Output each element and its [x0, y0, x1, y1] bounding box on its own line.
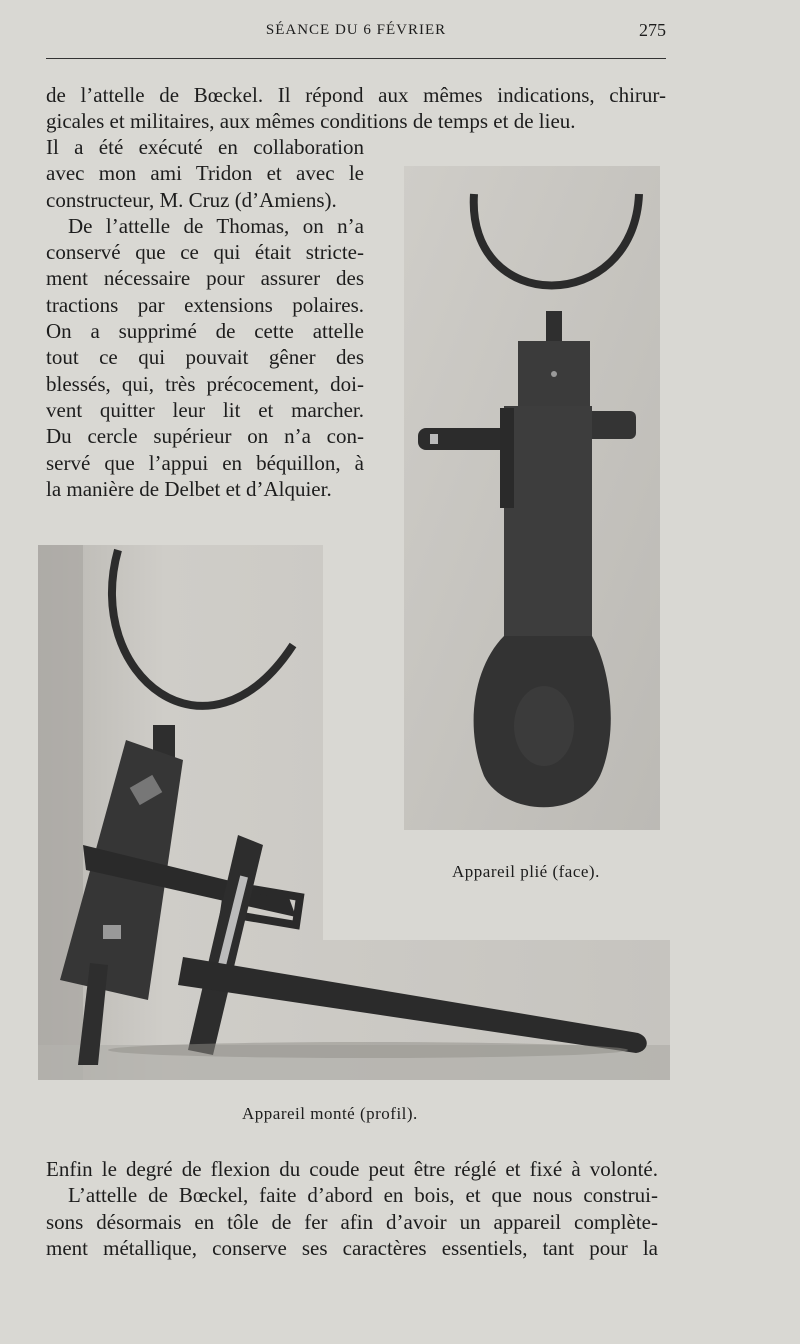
text-line: la manière de Delbet et d’Alquier.	[46, 476, 332, 501]
text-line: Il a été exécuté en collaboration	[46, 135, 364, 159]
text-line: avec mon ami Tridon et avec le	[46, 161, 364, 186]
splint-profile-illustration	[38, 545, 670, 1080]
text-line: constructeur, M. Cruz (d’Amiens).	[46, 187, 337, 212]
page-number: 275	[639, 20, 666, 40]
text-line: sons désormais en tôle de fer afin d’avoir un appareil complète-	[46, 1209, 658, 1234]
figure-caption-front: Appareil plié (face).	[452, 862, 600, 881]
paragraph-intro	[46, 82, 666, 135]
text-line: servé que l’appui en béquillon, à	[46, 450, 364, 475]
paragraph-description	[46, 134, 364, 502]
text-line: ment nécessaire pour assurer des	[46, 266, 364, 291]
text-line: Du cercle supérieur on n’a con-	[46, 424, 364, 449]
text-line: De l’attelle de Thomas, on n’a	[68, 213, 364, 238]
running-head	[46, 18, 666, 46]
figure-caption-profile: Appareil monté (profil).	[242, 1104, 418, 1123]
header-rule	[46, 58, 666, 59]
text-line: conservé que ce qui était stricte-	[46, 240, 364, 265]
running-title: SÉANCE DU 6 FÉVRIER	[265, 22, 447, 38]
text-line: blessés, qui, très précocement, doi-	[46, 371, 364, 396]
text-line: gicales et militaires, aux mêmes conditions de temps et de lieu.	[46, 109, 576, 134]
paragraph-closing	[46, 1156, 658, 1261]
text-line: tout ce qui pouvait gêner des	[46, 345, 364, 370]
text-line: Enfin le degré de flexion du coude peut être réglé et fixé à volonté.	[46, 1157, 658, 1181]
text-line: L’attelle de Bœckel, faite d’abord en bois, et que nous construi-	[68, 1183, 658, 1208]
text-line: On a supprimé de cette attelle	[46, 319, 364, 344]
text-line: vent quitter leur lit et marcher.	[46, 397, 364, 422]
text-line: de l’attelle de Bœckel. Il répond aux mêmes indications, chirur-	[46, 83, 666, 107]
text-line: ment métallique, conserve ses caractères essentiels, tant pour la	[46, 1235, 658, 1260]
photo-apparatus-assembled-profile	[38, 545, 670, 1080]
text-line: tractions par extensions polaires.	[46, 292, 364, 317]
